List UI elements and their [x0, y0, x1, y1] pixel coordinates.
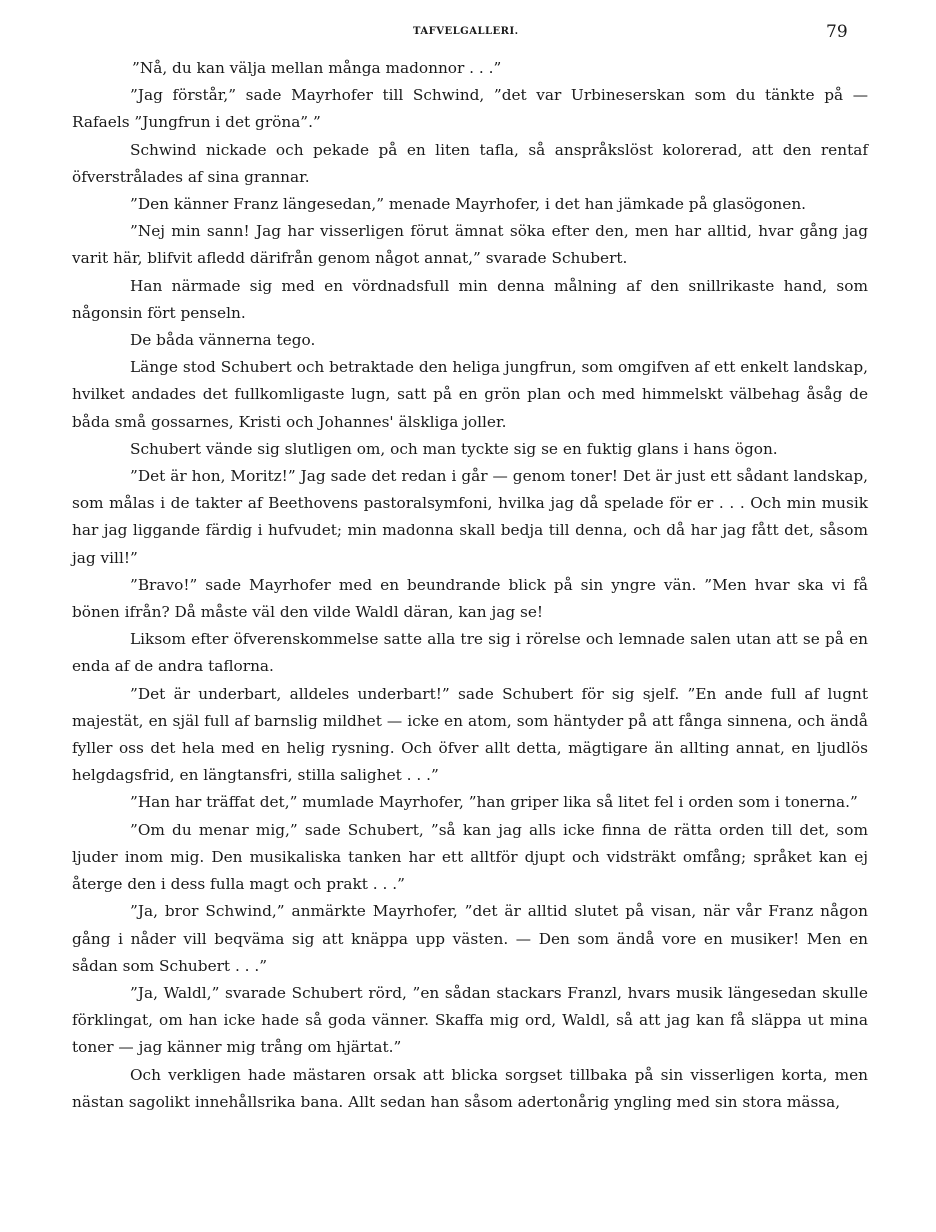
paragraph: ”Nå, du kan välja mellan många madonnor . . .”: [132, 59, 502, 77]
paragraph: Schubert vände sig slutligen om, och man tyckte sig se en fuktig glans i hans ögon.: [130, 439, 778, 458]
running-head: [0, 22, 936, 42]
paragraph: ”Bravo!” sade Mayrhofer med en beundrande blick på sin yngre vän. ”Men hvar ska vi få bönen ifrån? Då måste väl den vilde Waldl däran, kan jag se!: [72, 575, 868, 622]
paragraph: ”Nej min sann! Jag har visserligen förut ämnat söka efter den, men har alltid, hvar gång jag varit här, blifvit afledd därifrån genom något annat,” svarade Schubert.: [72, 222, 868, 268]
paragraph: ”Om du menar mig,” sade Schubert, ”så kan jag alls icke finna de rätta orden till det, som ljuder inom mig. Den musikaliska tanken har ett alltför djupt och vidsträkt omfång; språket kan ej återge den i dess fulla magt och prakt . . .”: [72, 820, 868, 894]
paragraph: Länge stod Schubert och betraktade den heliga jungfrun, som omgifven af ett enkelt landskap, hvilket andades det fullkomligaste lugn, satt på en grön plan och med himmelskt välbehag åsåg de båda små gossarnes, Kristi och Johannes' älskliga joller.: [72, 358, 868, 431]
body-text: [72, 55, 868, 1116]
page-number: 79: [826, 22, 848, 42]
paragraph: ”Ja, bror Schwind,” anmärkte Mayrhofer, ”det är alltid slutet på visan, när vår Franz någon gång i nåder vill beqväma sig att knäppa upp västen. — Den som ändå vore en musiker! Men en sådan som Schubert . . .”: [72, 902, 868, 975]
paragraph: ”Jag förstår,” sade Mayrhofer till Schwind, ”det var Urbineserskan som du tänkte på — Rafaels ”Jungfrun i det gröna”.”: [72, 86, 868, 132]
paragraph: ”Den känner Franz längesedan,” menade Mayrhofer, i det han jämkade på glasögonen.: [130, 195, 807, 214]
running-title: TAFVELGALLERI.: [413, 26, 519, 37]
paragraph: ”Ja, Waldl,” svarade Schubert rörd, ”en sådan stackars Franzl, hvars musik längesedan skulle förklingat, om han icke hade så goda vänner. Skaffa mig ord, Waldl, så att jag kan få släppa ut mina toner — jag känner mig trång om hjärtat.”: [72, 983, 868, 1057]
paragraph: Schwind nickade och pekade på en liten tafla, så anspråkslöst kolorerad, att den rentaf öfverstrålades af sina grannar.: [72, 140, 868, 186]
paragraph: Han närmade sig med en vördnadsfull min denna målning af den snillrikaste hand, som någonsin fört penseln.: [72, 276, 868, 322]
paragraph: ”Det är hon, Moritz!” Jag sade det redan i går — genom toner! Det är just ett sådant landskap, som målas i de takter af Beethovens pastoralsymfoni, hvilka jag då spelade för er . . . Och min musik har jag liggande färdig i hufvudet; min madonna skall bedja till denna, och då har jag fått det, såsom jag vill!”: [72, 467, 868, 567]
paragraph: Och verkligen hade mästaren orsak att blicka sorgset tillbaka på sin visserligen korta, men nästan sagolikt innehållsrika bana. Allt sedan han såsom adertonårig yngling med sin stora mässa,: [72, 1065, 868, 1111]
paragraph: ”Det är underbart, alldeles underbart!” sade Schubert för sig sjelf. ”En ande full af lugnt majestät, en själ full af barnslig mildhet — icke en atom, som häntyder på att fånga sinnena, och ändå fyller oss det hela med en helig rysning. Och öfver allt detta, mägtigare än allting annat, en ljudlös helgdagsfrid, en längtansfri, stilla salighet . . .”: [72, 684, 868, 785]
paragraph: De båda vännerna tego.: [130, 331, 316, 350]
paragraph: ”Han har träffat det,” mumlade Mayrhofer, ”han griper lika så litet fel i orden som i tonerna.”: [130, 793, 858, 812]
paragraph: Liksom efter öfverenskommelse satte alla tre sig i rörelse och lemnade salen utan att se på en enda af de andra taflorna.: [72, 630, 868, 676]
